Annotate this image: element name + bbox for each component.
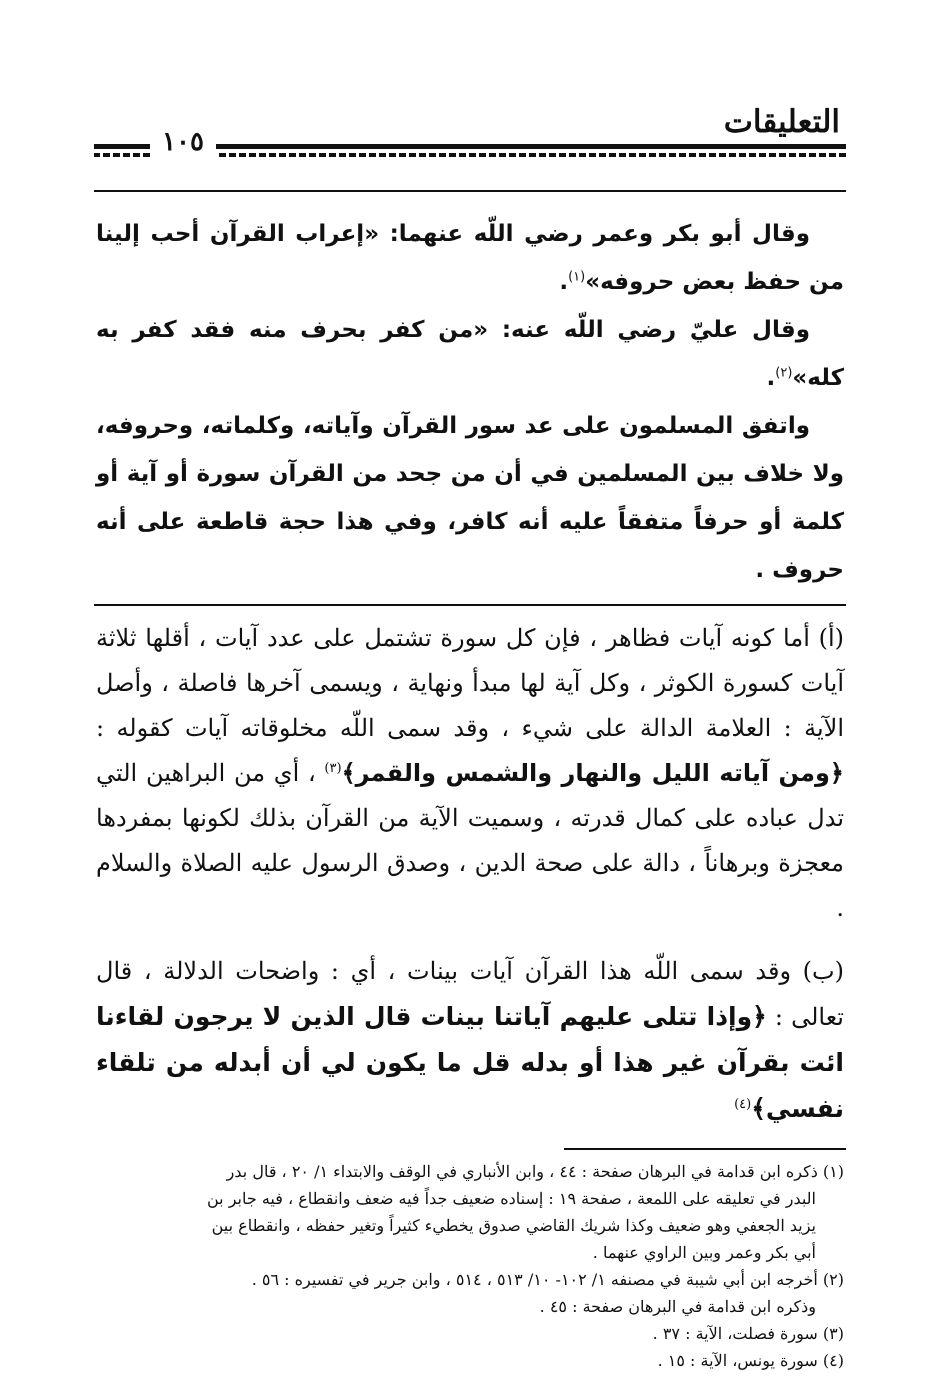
- commentary: [94, 606, 846, 1132]
- commentary-text: (ب) وقد سمى اللّه هذا القرآن آيات بينات ، أي : واضحات الدلالة ، قال تعالى :: [96, 957, 844, 1031]
- header-dashed-rule: [216, 153, 846, 157]
- paragraph-text: وقال عليّ رضي اللّه عنه: «من كفر بحرف منه فقد كفر به كله»: [96, 317, 844, 391]
- header-rule: [216, 144, 846, 149]
- commentary-text: (أ) أما كونه آيات فظاهر ، فإن كل سورة تشتمل على عدد آيات ، أقلها ثلاثة آيات كسورة الكوثر ، وكل آية لها مبدأ ونهاية ، ويسمى آخرها فاصلة ، وأصل الآية : العلامة الدالة على شيء ، وقد سمى اللّه مخلوقاته آيات كقوله :: [96, 624, 844, 742]
- footnote-4: (٤) سورة يونس، الآية : ١٥ .: [657, 1351, 844, 1370]
- header-dashed-rule-end: [94, 153, 150, 157]
- footnote-ref: (٣): [324, 761, 342, 776]
- chapter-title: التعليقات: [723, 104, 840, 140]
- quran-verse: ﴿وإذا تتلى عليهم آياتنا بينات قال الذين لا يرجون لقاءنا ائت بقرآن غير هذا أو بدله قل ما يكون لي أن أبدله من تلقاء نفسي﴾: [96, 1002, 844, 1123]
- quran-verse: ﴿ومن آياته الليل والنهار والشمس والقمر﴾: [341, 759, 844, 787]
- commentary-paragraph-a: [96, 616, 844, 931]
- paragraph-text: وقال أبو بكر وعمر رضي اللّه عنهما: «إعراب القرآن أحب إلينا من حفظ بعض حروفه»: [96, 221, 844, 295]
- paragraph-end: .: [766, 365, 776, 391]
- footnote-2-line: وذكره ابن قدامة في البرهان صفحة : ٤٥ .: [539, 1297, 816, 1316]
- commentary-paragraph-b: [96, 949, 844, 1132]
- header-rule-end: [94, 144, 150, 149]
- commentary-text: ، أي من البراهين التي تدل عباده على كمال قدرته ، وسميت الآية من القرآن بذلك لكونها بمفردها معجزة وبرهاناً ، دالة على صحة الدين ، وصدق الرسول عليه الصلاة والسلام .: [96, 759, 844, 922]
- footnote-1-line: أبي بكر وعمر وبين الراوي عنهما .: [592, 1243, 816, 1262]
- page-number: ١٠٥: [162, 127, 204, 157]
- footnote-divider: [564, 1148, 846, 1150]
- running-header: [94, 96, 846, 156]
- book-page: [94, 96, 846, 1370]
- paragraph: [96, 306, 844, 402]
- footnote-ref: (١): [568, 269, 586, 285]
- main-text: [94, 192, 846, 594]
- footnote-1-line: يزيد الجعفي وهو ضعيف وكذا شريك القاضي صدوق يخطيء كثيراً وتغير حفظه ، وانقطاع بين: [211, 1216, 816, 1235]
- footnote-2-line: (٢) أخرجه ابن أبي شيبة في مصنفه ١/ ١٠٢- ١٠/ ٥١٣ ، ٥١٤ ، وابن جرير في تفسيره : ٥٦ .: [251, 1270, 844, 1289]
- paragraph: واتفق المسلمون على عد سور القرآن وآياته، وكلماته، وحروفه، ولا خلاف بين المسلمين في أن من جحد من القرآن سورة أو آية أو كلمة أو حرفاً متفقاً عليه أنه كافر، وفي هذا حجة قاطعة على أنه حروف .: [96, 413, 844, 583]
- paragraph: [96, 210, 844, 306]
- footnotes: [94, 1158, 846, 1374]
- paragraph-end: .: [559, 269, 569, 295]
- footnote-3: (٣) سورة فصلت، الآية : ٣٧ .: [652, 1324, 844, 1343]
- footnote-1-line: (١) ذكره ابن قدامة في البرهان صفحة : ٤٤ ، وابن الأنباري في الوقف والابتداء ١/ ٢٠ ، قال بدر: [226, 1162, 844, 1181]
- footnote-1-line: البدر في تعليقه على اللمعة ، صفحة ١٩ : إسناده ضعيف جداً فيه ضعف وانقطاع ، فيه جابر بن: [206, 1189, 816, 1208]
- footnote-ref: (٢): [775, 365, 793, 381]
- footnote-ref: (٤): [734, 1097, 752, 1112]
